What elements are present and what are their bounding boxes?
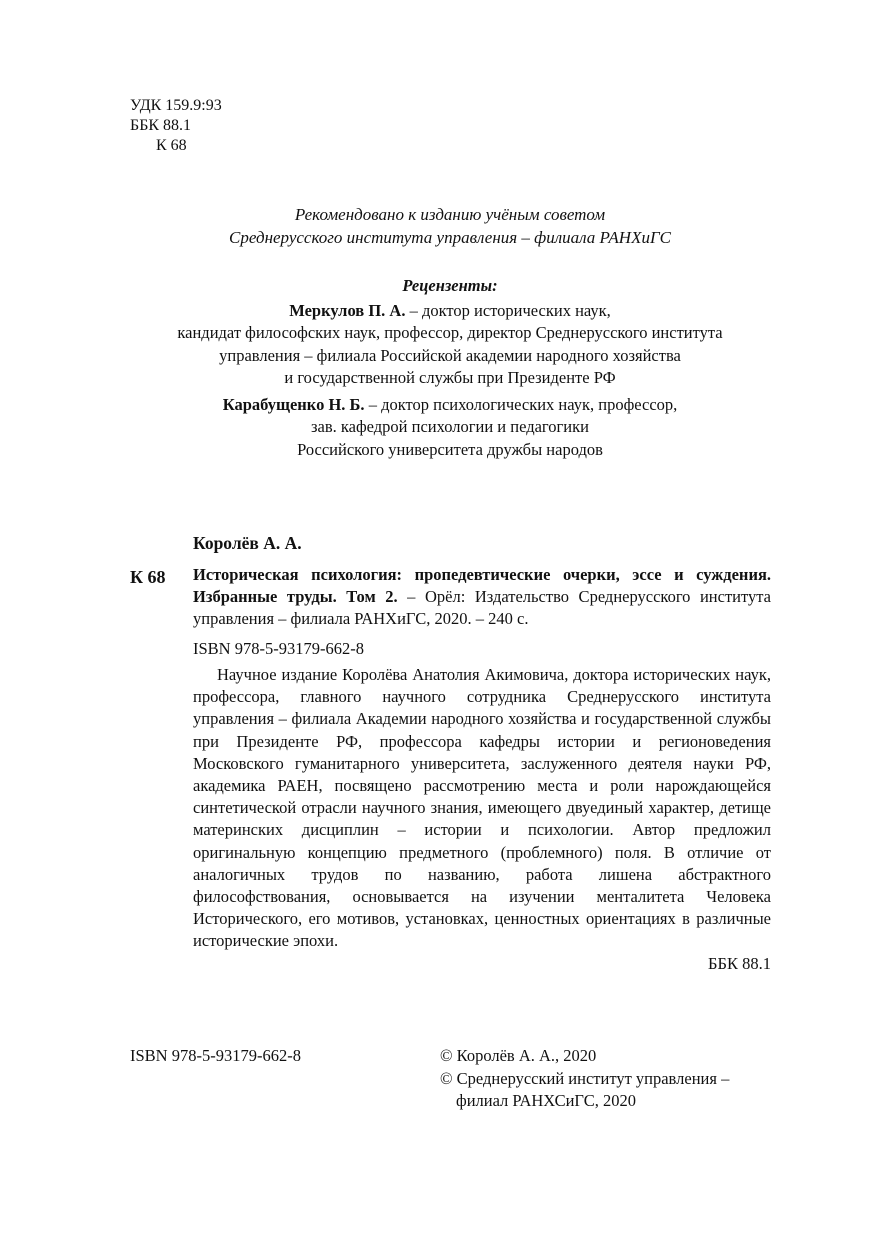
recommendation-line-2: Среднерусского института управления – филиала РАНХиГС bbox=[229, 228, 671, 247]
author-mark: К 68 bbox=[156, 137, 187, 154]
book-title: Историческая психология: пропедевтические очерки, эссе и суждения. Избранные труды. Том 2. bbox=[193, 565, 771, 606]
reviewer-1-line-4: и государственной службы при Президенте РФ bbox=[284, 368, 616, 387]
reviewer-1 bbox=[130, 300, 770, 390]
footer-isbn: ISBN 978-5-93179-662-8 bbox=[130, 1046, 301, 1065]
book-author: Королёв А. А. bbox=[193, 533, 302, 553]
book-author-mark: К 68 bbox=[130, 567, 166, 587]
reviewer-2-line-1 bbox=[130, 394, 770, 417]
book-imprint: – Орёл: Издательство Среднерусского института управления – филиала РАНХиГС, 2020. – 240 с. bbox=[193, 587, 771, 628]
reviewer-1-line-3: управления – филиала Российской академии народного хозяйства bbox=[219, 345, 681, 365]
recommendation-line-1: Рекомендовано к изданию учёным советом bbox=[294, 205, 606, 224]
udk-code: УДК 159.9:93 bbox=[130, 97, 222, 114]
copyright-institute-line-2: филиал РАНХСиГС, 2020 bbox=[456, 1091, 637, 1110]
reviewer-1-title: – доктор исторических наук, bbox=[405, 300, 611, 320]
reviewer-2-line-2: зав. кафедрой психологии и педагогики bbox=[311, 417, 589, 436]
reviewers-heading: Рецензенты: bbox=[402, 276, 498, 295]
reviewer-2-title: – доктор психологических наук, профессор, bbox=[364, 394, 678, 414]
reviewers-block bbox=[130, 275, 770, 465]
copyright-institute-line-1: © Среднерусский институт управления – bbox=[440, 1068, 730, 1088]
book-isbn: ISBN 978-5-93179-662-8 bbox=[193, 639, 364, 658]
copyright-block bbox=[440, 1045, 729, 1113]
reviewer-2 bbox=[130, 394, 770, 462]
book-title-entry bbox=[193, 564, 771, 630]
annotation: Научное издание Королёва Анатолия Акимовича, доктора исторических наук, профессора, главного научного сотрудника Среднерусского института управления – филиала Академии народного хозяйства и государственной службы при Президенте РФ, профессора кафедры истории и регионоведения Московского гуманитарного университета, заслуженного деятеля науки РФ, академика РАЕН, посвящено рассмотрению места и роли нарождающейся синтетической отрасли научного знания, имеющего двуединый характер, детище материнских дисциплин – истории и психологии. Автор предложил оригинальную концепцию предметного (проблемного) поля. В отличие от аналогичных трудов по названию, работа лишена абстрактного философствования, основывается на изучении менталитета Человека Исторического, его мотивов, установках, ценностных ориентациях в различные исторические эпохи. bbox=[193, 665, 771, 951]
copyright-author: © Королёв А. А., 2020 bbox=[440, 1046, 597, 1065]
bbk-bottom: ББК 88.1 bbox=[708, 954, 771, 973]
reviewer-1-line-1 bbox=[130, 300, 770, 323]
reviewer-2-name: Карабущенко Н. Б. bbox=[222, 394, 365, 414]
reviewer-1-line-2: кандидат философских наук, профессор, директор Среднерусского института bbox=[177, 323, 723, 342]
classification-codes bbox=[130, 96, 222, 156]
recommendation bbox=[130, 203, 770, 249]
bbk-code: ББК 88.1 bbox=[130, 117, 192, 134]
reviewer-1-name: Меркулов П. А. bbox=[289, 300, 406, 320]
reviewer-2-line-3: Российского университета дружбы народов bbox=[297, 439, 603, 459]
